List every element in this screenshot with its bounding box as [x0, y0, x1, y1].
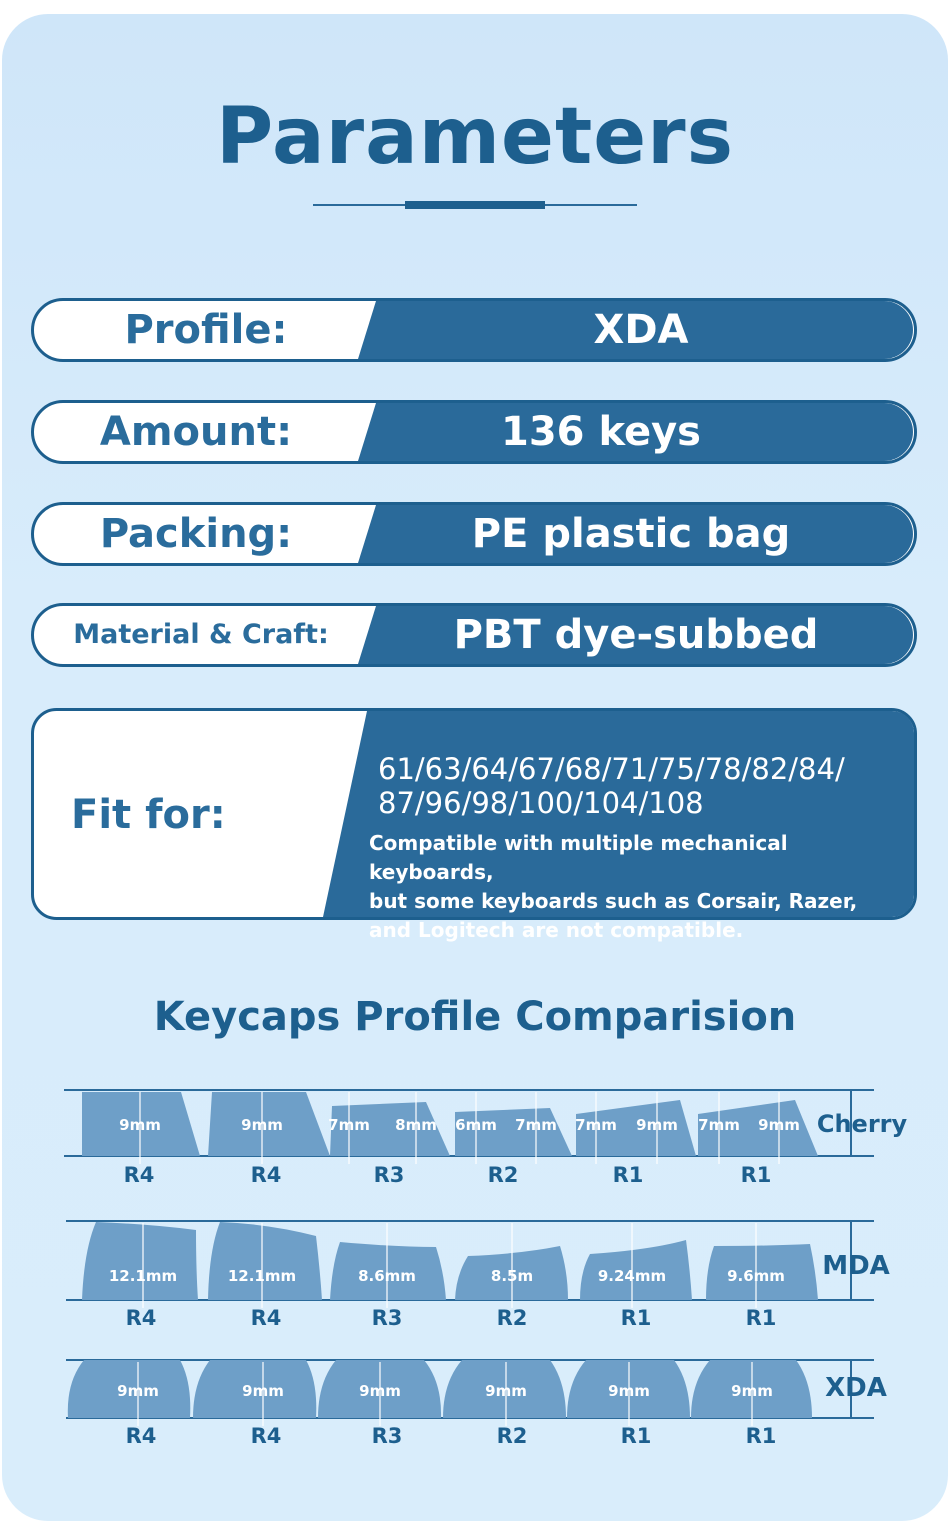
keycap-height-label: 9.6mm — [727, 1267, 785, 1285]
keycap-height-label: 12.1mm — [227, 1267, 297, 1285]
spec-value: 136 keys — [501, 409, 701, 455]
keycap-row-label: R4 — [250, 1424, 282, 1448]
fit-note-line: and Logitech are not compatible. — [369, 918, 744, 942]
fit-note-line: but some keyboards such as Corsair, Razer, — [369, 889, 858, 913]
keycap-height-label: 9mm — [359, 1382, 401, 1400]
keycap-row-label: R1 — [620, 1306, 652, 1330]
fit-label: Fit for: — [71, 792, 226, 838]
keycap-row-label: R1 — [745, 1306, 777, 1330]
keycap-height-label: 8.5m — [490, 1267, 534, 1285]
keycap-height-label: 9mm — [241, 1116, 283, 1134]
keycap-row-label: R4 — [250, 1306, 282, 1330]
keycap-row-label: R2 — [496, 1424, 528, 1448]
keycap-height-label: 6mm — [455, 1116, 497, 1134]
keycap-row-label: R1 — [745, 1424, 777, 1448]
fit-layouts-line: 61/63/64/67/68/71/75/78/82/84/ — [378, 752, 845, 786]
profile-name-label: Cherry — [816, 1110, 908, 1138]
keycap-row-label: R1 — [740, 1163, 772, 1187]
keycap-row-label: R1 — [620, 1424, 652, 1448]
keycap-height-label: 9.24mm — [597, 1267, 667, 1285]
spec-label: Profile: — [124, 307, 288, 353]
keycap-height-label: 9mm — [119, 1116, 161, 1134]
keycap-height-label: 12.1mm — [108, 1267, 178, 1285]
keycap-height-label: 7mm — [328, 1116, 370, 1134]
keycap-row-label: R4 — [250, 1163, 282, 1187]
keycap-height-label: 7mm — [698, 1116, 740, 1134]
keycap-height-label: 9mm — [731, 1382, 773, 1400]
fit-layouts-line: 87/96/98/100/104/108 — [378, 786, 704, 820]
comparison-title: Keycaps Profile Comparision — [153, 994, 797, 1040]
keycap-height-label: 9mm — [485, 1382, 527, 1400]
keycap-row-label: R2 — [487, 1163, 519, 1187]
keycap-row-label: R2 — [496, 1306, 528, 1330]
keycap-height-label: 7mm — [515, 1116, 557, 1134]
spec-label: Amount: — [99, 409, 293, 455]
spec-label: Material & Craft: — [73, 619, 329, 650]
keycap-height-label: 9mm — [117, 1382, 159, 1400]
keycap-shape — [208, 1222, 322, 1300]
keycap-height-label: 9mm — [636, 1116, 678, 1134]
spec-value: PE plastic bag — [471, 511, 791, 557]
keycap-row-label: R3 — [373, 1163, 405, 1187]
page-title: Parameters — [215, 92, 735, 182]
keycap-row-label: R4 — [123, 1163, 155, 1187]
keycap-row-label: R3 — [371, 1306, 403, 1330]
fit-note-line: Compatible with multiple mechanical keyboards, — [369, 831, 788, 884]
profile-name-label: XDA — [825, 1373, 887, 1403]
keycap-height-label: 9mm — [758, 1116, 800, 1134]
keycap-height-label: 9mm — [608, 1382, 650, 1400]
keycap-height-label: 9mm — [242, 1382, 284, 1400]
keycap-height-label: 8mm — [395, 1116, 437, 1134]
spec-value: PBT dye-subbed — [453, 612, 819, 658]
keycap-row-label: R4 — [125, 1424, 157, 1448]
spec-label: Packing: — [99, 511, 293, 557]
spec-value: XDA — [593, 307, 689, 353]
keycap-row-label: R1 — [612, 1163, 644, 1187]
keycap-height-label: 7mm — [575, 1116, 617, 1134]
keycap-shape — [82, 1222, 198, 1300]
keycap-row-label: R4 — [125, 1306, 157, 1330]
keycap-row-label: R3 — [371, 1424, 403, 1448]
profile-name-label: MDA — [822, 1251, 890, 1281]
keycap-height-label: 8.6mm — [358, 1267, 416, 1285]
